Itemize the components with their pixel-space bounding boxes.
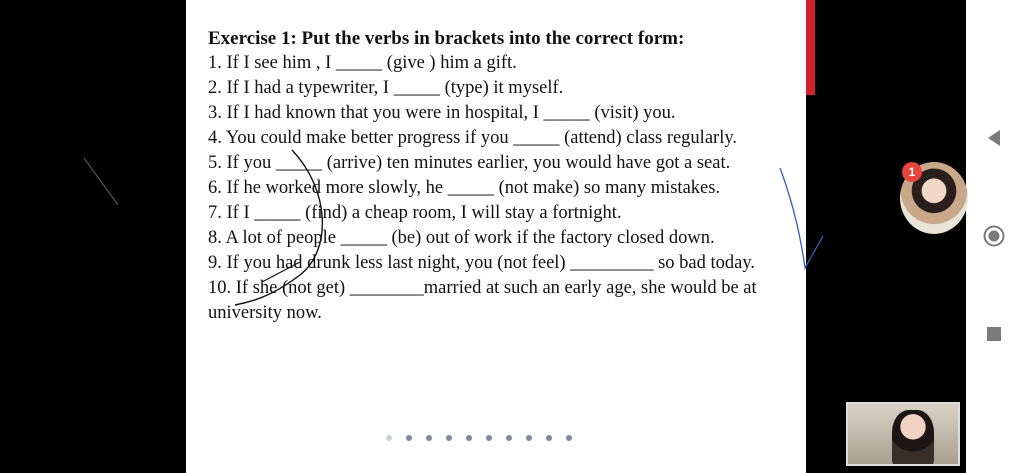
page-dot[interactable] — [526, 435, 532, 441]
question-7: 7. If I _____ (find) a cheap room, I will stay a fortnight. — [208, 203, 622, 223]
page-dot[interactable] — [546, 435, 552, 441]
page-dot[interactable] — [486, 435, 492, 441]
question-8: 8. A lot of people _____ (be) out of work if the factory closed down. — [208, 228, 715, 248]
exercise-title: Exercise 1: Put the verbs in brackets into the correct form: — [208, 28, 685, 49]
question-4: 4. You could make better progress if you _____ (attend) class regularly. — [208, 128, 738, 148]
question-3: 3. If I had known that you were in hospital, I _____ (visit) you. — [208, 103, 676, 123]
page-dot[interactable] — [406, 435, 412, 441]
page-dot[interactable] — [386, 435, 392, 441]
page-dot[interactable] — [466, 435, 472, 441]
record-icon[interactable] — [982, 224, 1006, 248]
page-dot[interactable] — [446, 435, 452, 441]
exercise-content — [208, 26, 793, 326]
page-dot[interactable] — [566, 435, 572, 441]
video-person — [892, 410, 934, 466]
question-9: 9. If you had drunk less last night, you (not feel) _________ so bad today. — [208, 253, 756, 273]
stop-icon[interactable] — [982, 322, 1006, 346]
participant-avatar-bubble[interactable] — [900, 162, 968, 234]
accent-bar — [806, 0, 815, 95]
page-dot[interactable] — [426, 435, 432, 441]
pen-stroke-grey — [84, 158, 118, 205]
question-1: 1. If I see him , I _____ (give ) him a gift. — [208, 53, 517, 73]
triangle-left-icon[interactable] — [982, 126, 1006, 150]
question-6: 6. If he worked more slowly, he _____ (not make) so many mistakes. — [208, 178, 721, 198]
page-dot[interactable] — [506, 435, 512, 441]
question-5: 5. If you _____ (arrive) ten minutes earlier, you would have got a seat. — [208, 153, 731, 173]
question-2: 2. If I had a typewriter, I _____ (type) it myself. — [208, 78, 564, 98]
self-video-tile[interactable] — [846, 402, 960, 466]
notification-badge: 1 — [902, 162, 922, 182]
slide-page-dots[interactable] — [386, 435, 572, 441]
question-10: 10. If she (not get) ________married at such an early age, she would be at university now. — [208, 278, 757, 323]
presentation-slide — [186, 0, 806, 473]
